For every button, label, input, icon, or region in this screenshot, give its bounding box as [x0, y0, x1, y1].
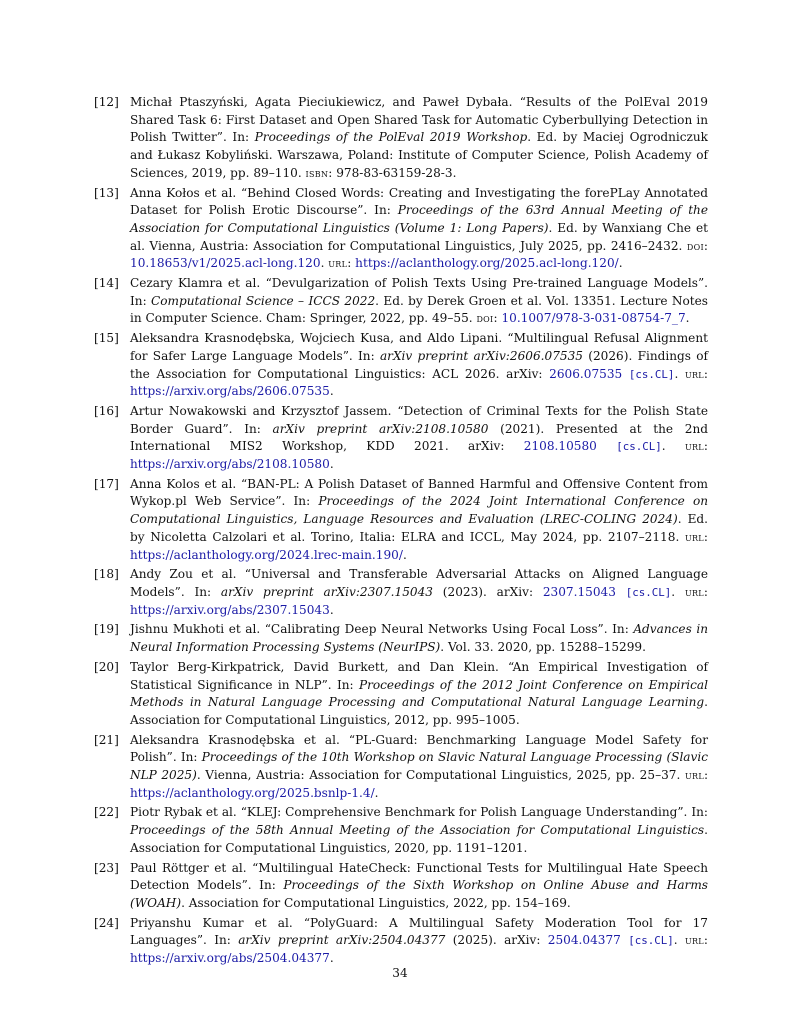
reference-text-segment: : — [703, 933, 708, 948]
reference-text-segment: : — [703, 366, 708, 381]
reference-link[interactable]: https://aclanthology.org/2025.acl-long.120/ — [355, 256, 619, 271]
reference-text-segment: (2021). Presented at the 2nd International MIS2 Workshop, KDD 2021. arXiv: — [130, 421, 708, 454]
reference-text-segment: : 978-83-63159-28-3. — [328, 165, 457, 180]
reference-link[interactable]: https://aclanthology.org/2024.lrec-main.190/ — [130, 547, 403, 562]
reference-text-segment: Piotr Rybak et al. “KLEJ: Comprehensive Benchmark for Polish Language Understanding”. In: — [130, 805, 708, 820]
reference-link[interactable]: 10.1007/978-3-031-08754-7_7 — [501, 311, 686, 326]
reference-number: [14] — [94, 276, 119, 291]
reference-entry — [94, 330, 708, 401]
reference-entry — [94, 185, 708, 274]
reference-text-segment: . Ed. by Maciej Ogrodniczuk and Łukasz Kobyliński. Warszawa, Poland: Institute of Computer Science, Polish Academy of Sciences, 2019, pp. 89–110. — [130, 130, 709, 180]
field-label: isbn — [305, 165, 329, 180]
reference-entry — [94, 860, 708, 913]
reference-link[interactable]: https://arxiv.org/abs/2504.04377 — [130, 951, 330, 966]
reference-text-segment: Andy Zou et al. “Universal and Transferable Adversarial Attacks on Aligned Language Models”. In: — [130, 567, 708, 599]
reference-text-segment: . — [320, 256, 329, 271]
reference-text-segment: Jishnu Mukhoti et al. “Calibrating Deep Neural Networks Using Focal Loss”. In: — [130, 622, 634, 637]
arxiv-category-link[interactable]: [cs.CL] — [628, 934, 674, 948]
reference-number: [16] — [94, 403, 119, 418]
venue-title: arXiv preprint arXiv:2606.07535 — [379, 348, 583, 363]
venue-title: Advances in Neural Information Processing Systems (NeurIPS) — [130, 622, 708, 655]
reference-text-segment — [616, 585, 626, 599]
reference-text-segment: Taylor Berg-Kirkpatrick, David Burkett, and Dan Klein. “An Empirical Investigation of Statistical Significance in NLP”. In: — [130, 659, 708, 692]
reference-text-segment: : — [703, 439, 708, 454]
venue-title: Computational Science – ICCS 2022 — [151, 293, 376, 308]
reference-text-segment: . Ed. by Wanxiang Che et al. Vienna, Austria: Association for Computational Linguistics, July 2025, pp. 2416–2432. — [130, 220, 709, 253]
reference-link[interactable]: 2504.04377 — [547, 933, 621, 948]
reference-entry — [94, 915, 708, 968]
reference-text-segment: Artur Nowakowski and Krzysztof Jassem. “Detection of Criminal Texts for the Polish State Border Guard”. In: — [130, 403, 708, 436]
reference-text — [130, 275, 708, 328]
reference-number: [21] — [94, 732, 119, 747]
reference-entry — [94, 403, 708, 474]
reference-text-segment: . — [329, 602, 334, 617]
reference-text-segment: . — [661, 439, 685, 454]
venue-title: Proceedings of the 2012 Joint Conference on Empirical Methods in Natural Language Processing and Computational Natural Language Learning — [130, 677, 708, 710]
reference-link[interactable]: https://aclanthology.org/2025.bsnlp-1.4/ — [130, 785, 375, 800]
reference-text-segment: . — [329, 951, 334, 966]
venue-title: Proceedings of the PolEval 2019 Workshop — [254, 130, 528, 145]
reference-text — [130, 476, 708, 565]
venue-title: arXiv preprint arXiv:2108.10580 — [272, 421, 489, 436]
reference-number: [18] — [94, 567, 119, 582]
reference-entry — [94, 566, 708, 619]
reference-text — [130, 621, 708, 656]
reference-text-segment: . — [685, 311, 690, 326]
reference-text-segment: (2026). Findings of the Association for Computational Linguistics: ACL 2026. arXiv: — [130, 348, 708, 381]
reference-text-segment: Anna Kolos et al. “BAN-PL: A Polish Dataset of Banned Harmful and Offensive Content from Wykop.pl Web Service”. In: — [130, 476, 708, 509]
reference-text-segment: . — [673, 933, 685, 948]
reference-text-segment: : — [703, 238, 708, 253]
reference-link[interactable]: 2606.07535 — [549, 366, 623, 381]
field-label: url — [684, 933, 704, 948]
reference-text — [130, 330, 708, 401]
venue-title: Proceedings of the 63rd Annual Meeting of the Association for Computational Linguistics (Volume 1: Long Papers) — [130, 203, 709, 235]
reference-number: [12] — [94, 95, 119, 109]
reference-text-segment: Aleksandra Krasnodębska et al. “PL-Guard: Benchmarking Language Model Safety for Polish”. In: — [130, 732, 708, 765]
reference-number: [23] — [94, 860, 119, 875]
reference-text-segment: . — [374, 785, 379, 800]
reference-number: [17] — [94, 476, 119, 491]
reference-text — [130, 915, 708, 968]
reference-text-segment: . Vol. 33. 2020, pp. 15288–15299. — [440, 640, 646, 655]
reference-text — [130, 403, 708, 474]
reference-number: [20] — [94, 659, 119, 674]
reference-text — [130, 185, 708, 274]
reference-text-segment — [622, 367, 629, 381]
reference-entry — [94, 476, 708, 565]
reference-number: [13] — [94, 185, 119, 200]
reference-number: [19] — [94, 622, 119, 637]
reference-text-segment: . — [329, 457, 334, 472]
field-label: url — [684, 768, 704, 783]
reference-text-segment: . Association for Computational Linguistics, 2020, pp. 1191–1201. — [130, 823, 708, 855]
venue-title: Proceedings of the Sixth Workshop on Online Abuse and Harms (WOAH) — [130, 878, 708, 910]
venue-title: arXiv preprint arXiv:2307.15043 — [220, 584, 433, 599]
venue-title: Proceedings of the 58th Annual Meeting of the Association for Computational Linguistics — [130, 823, 705, 838]
reference-text-segment: Anna Kołos et al. “Behind Closed Words: Creating and Investigating the forePLay Annotated Dataset for Polish Erotic Discourse”. In: — [130, 185, 708, 218]
reference-number: [22] — [94, 805, 119, 820]
reference-text-segment: Paul Röttger et al. “Multilingual HateCheck: Functional Tests for Multilingual Hate Speech Detection Models”. In: — [130, 860, 708, 893]
reference-link[interactable]: https://arxiv.org/abs/2606.07535 — [130, 384, 330, 399]
field-label: url — [684, 366, 704, 381]
reference-entry — [94, 659, 708, 730]
reference-text-segment: . — [329, 384, 334, 399]
reference-text-segment: : — [493, 311, 502, 326]
reference-entry — [94, 732, 708, 803]
page-number: 34 — [392, 966, 408, 980]
field-label: url — [684, 529, 704, 544]
reference-text-segment: . Vienna, Austria: Association for Computational Linguistics, 2025, pp. 25–37. — [196, 768, 685, 783]
field-label: url — [328, 256, 348, 271]
reference-text-segment: Cezary Klamra et al. “Devulgarization of Polish Texts Using Pre-trained Language Models”. In: — [130, 276, 708, 308]
reference-link[interactable]: https://arxiv.org/abs/2108.10580 — [130, 457, 330, 472]
reference-text-segment: . Ed. by Derek Groen et al. Vol. 13351. Lecture Notes in Computer Science. Cham: Springer, 2022, pp. 49–55. — [130, 293, 708, 326]
venue-title: arXiv preprint arXiv:2504.04377 — [238, 933, 446, 948]
reference-text-segment: : — [703, 529, 708, 544]
arxiv-category-link[interactable]: [cs.CL] — [616, 440, 662, 454]
reference-text-segment: . Association for Computational Linguistics, 2012, pp. 995–1005. — [130, 695, 708, 727]
reference-text-segment: Aleksandra Krasnodębska, Wojciech Kusa, and Aldo Lipani. “Multilingual Refusal Alignment for Safer Large Language Models”. In: — [130, 331, 708, 363]
venue-title: Proceedings of the 2024 Joint International Conference on Computational Linguistics, Language Resources and Evaluation (LREC-COLING 2024) — [130, 494, 709, 527]
reference-link[interactable]: https://arxiv.org/abs/2307.15043 — [130, 602, 330, 617]
field-label: doi — [686, 238, 704, 253]
field-label: url — [684, 584, 704, 599]
reference-text-segment: Michał Ptaszyński, Agata Pieciukiewicz, and Paweł Dybała. “Results of the PolEval 2019 Shared Task 6: First Dataset and Open Shared Task for Automatic Cyberbullying Detection in Polish Twitter”. In: — [130, 95, 708, 145]
reference-link[interactable]: 2108.10580 — [523, 439, 597, 454]
reference-entry — [94, 804, 708, 857]
reference-text — [130, 659, 708, 730]
reference-text-segment: (2025). arXiv: — [445, 933, 548, 948]
reference-text-segment: . — [618, 256, 623, 271]
reference-text-segment: (2023). arXiv: — [433, 584, 543, 599]
arxiv-category-link[interactable]: [cs.CL] — [625, 585, 672, 599]
reference-text-segment: . — [402, 547, 407, 562]
field-label: url — [684, 439, 704, 454]
reference-entry — [94, 621, 708, 656]
arxiv-category-link[interactable]: [cs.CL] — [628, 367, 675, 381]
reference-entry — [94, 275, 708, 328]
reference-text-segment: : — [703, 768, 709, 783]
reference-text-segment: Priyanshu Kumar et al. “PolyGuard: A Multilingual Safety Moderation Tool for 17 Languages”. In: — [130, 915, 708, 948]
reference-text-segment: : — [347, 256, 356, 271]
reference-text — [130, 804, 708, 857]
reference-text-segment — [597, 439, 616, 453]
reference-text — [130, 860, 708, 913]
reference-text — [130, 94, 708, 183]
field-label: doi — [476, 311, 494, 326]
venue-title: Proceedings of the 10th Workshop on Slavic Natural Language Processing (Slavic NLP 2025) — [130, 750, 708, 783]
reference-text-segment: : — [703, 584, 708, 599]
reference-text-segment: . Ed. by Nicoletta Calzolari et al. Torino, Italia: ELRA and ICCL, May 2024, pp. 2107–2118. — [130, 512, 708, 544]
reference-number: [24] — [94, 915, 119, 930]
reference-number: [15] — [94, 331, 119, 346]
reference-text-segment: . Association for Computational Linguistics, 2022, pp. 154–169. — [181, 895, 571, 910]
reference-link[interactable]: 10.18653/v1/2025.acl-long.120 — [130, 256, 321, 271]
reference-text — [130, 566, 708, 619]
reference-text-segment: . — [674, 366, 685, 381]
reference-entry — [94, 94, 708, 183]
reference-text-segment: . — [671, 584, 685, 599]
reference-list — [94, 94, 708, 970]
reference-text — [130, 732, 708, 803]
reference-link[interactable]: 2307.15043 — [542, 584, 616, 599]
